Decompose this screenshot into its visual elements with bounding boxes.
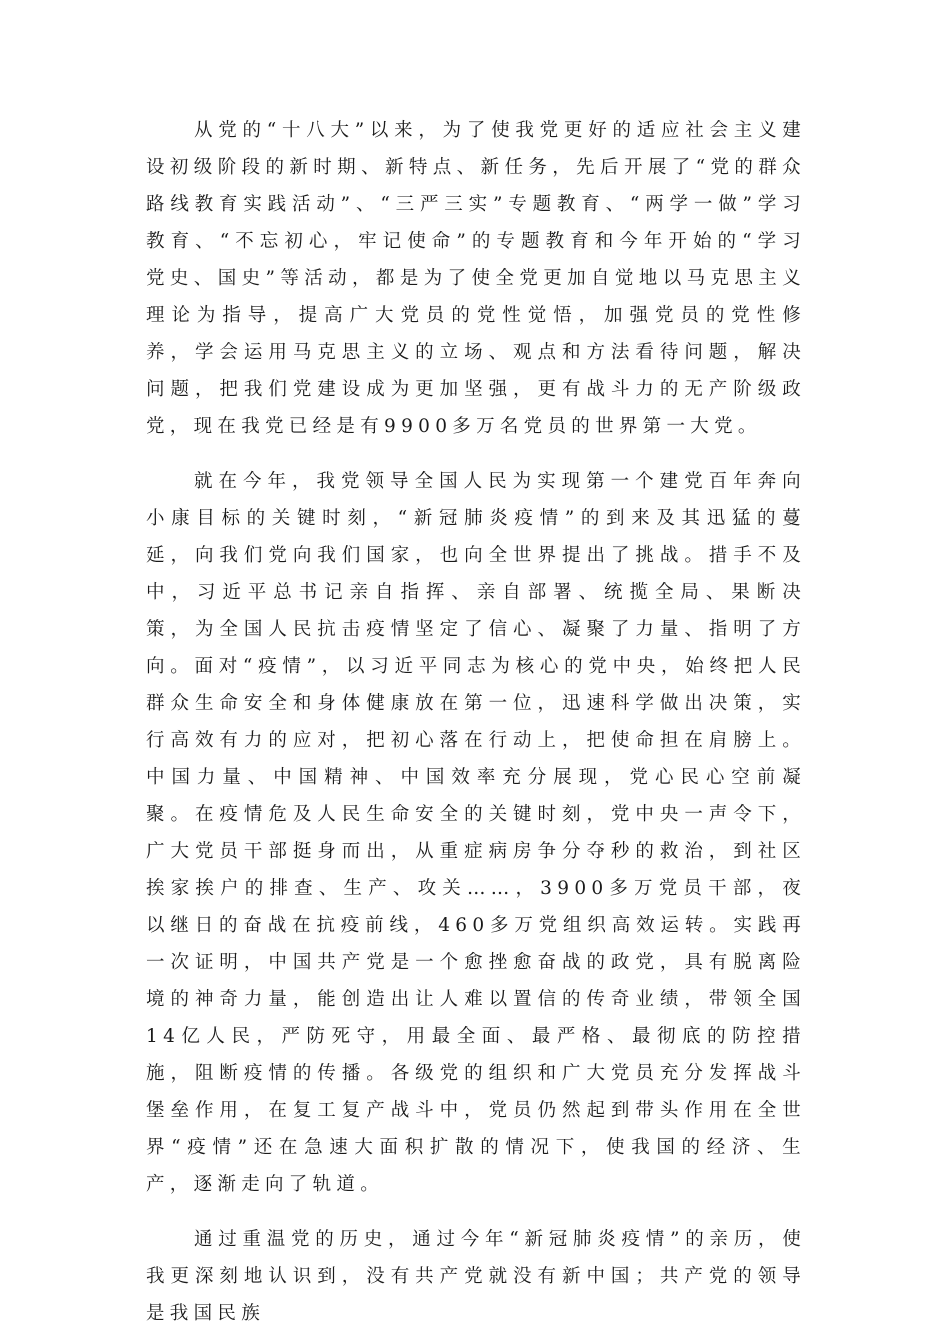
- paragraph-1: 从党的“十八大”以来，为了使我党更好的适应社会主义建设初级阶段的新时期、新特点、新任务，先后开展了“党的群众路线教育实践活动”、“三严三实”专题教育、“两学一做”学习教育、“不忘初心，牢记使命”的专题教育和今年开始的“学习党史、国史”等活动，都是为了使全党更加自觉地以马克思主义理论为指导，提高广大党员的党性觉悟，加强党员的党性修养，学会运用马克思主义的立场、观点和方法看待问题，解决问题，把我们党建设成为更加坚强，更有战斗力的无产阶级政党，现在我党已经是有9900多万名党员的世界第一大党。: [146, 120, 806, 437]
- paragraph-3: 通过重温党的历史，通过今年“新冠肺炎疫情”的亲历，使我更深刻地认识到，没有共产党就没有新中国；共产党的领导是我国民族: [146, 1229, 806, 1324]
- document-body: [146, 112, 806, 1332]
- paragraph-2: 就在今年，我党领导全国人民为实现第一个建党百年奔向小康目标的关键时刻，“新冠肺炎疫情”的到来及其迅猛的蔓延，向我们党向我们国家，也向全世界提出了挑战。措手不及中，习近平总书记亲自指挥、亲自部署、统揽全局、果断决策，为全国人民抗击疫情坚定了信心、凝聚了力量、指明了方向。面对“疫情”，以习近平同志为核心的党中央，始终把人民群众生命安全和身体健康放在第一位，迅速科学做出决策，实行高效有力的应对，把初心落在行动上，把使命担在肩膀上。中国力量、中国精神、中国效率充分展现，党心民心空前凝聚。在疫情危及人民生命安全的关键时刻，党中央一声令下，广大党员干部挺身而出，从重症病房争分夺秒的救治，到社区挨家挨户的排查、生产、攻关……，3900多万党员干部，夜以继日的奋战在抗疫前线，460多万党组织高效运转。实践再一次证明，中国共产党是一个愈挫愈奋战的政党，具有脱离险境的神奇力量，能创造出让人难以置信的传奇业绩，带领全国14亿人民，严防死守，用最全面、最严格、最彻底的防控措施，阻断疫情的传播。各级党的组织和广大党员充分发挥战斗堡垒作用，在复工复产战斗中，党员仍然起到带头作用在全世界“疫情”还在急速大面积扩散的情况下，使我国的经济、生产，逐渐走向了轨道。: [146, 471, 806, 1195]
